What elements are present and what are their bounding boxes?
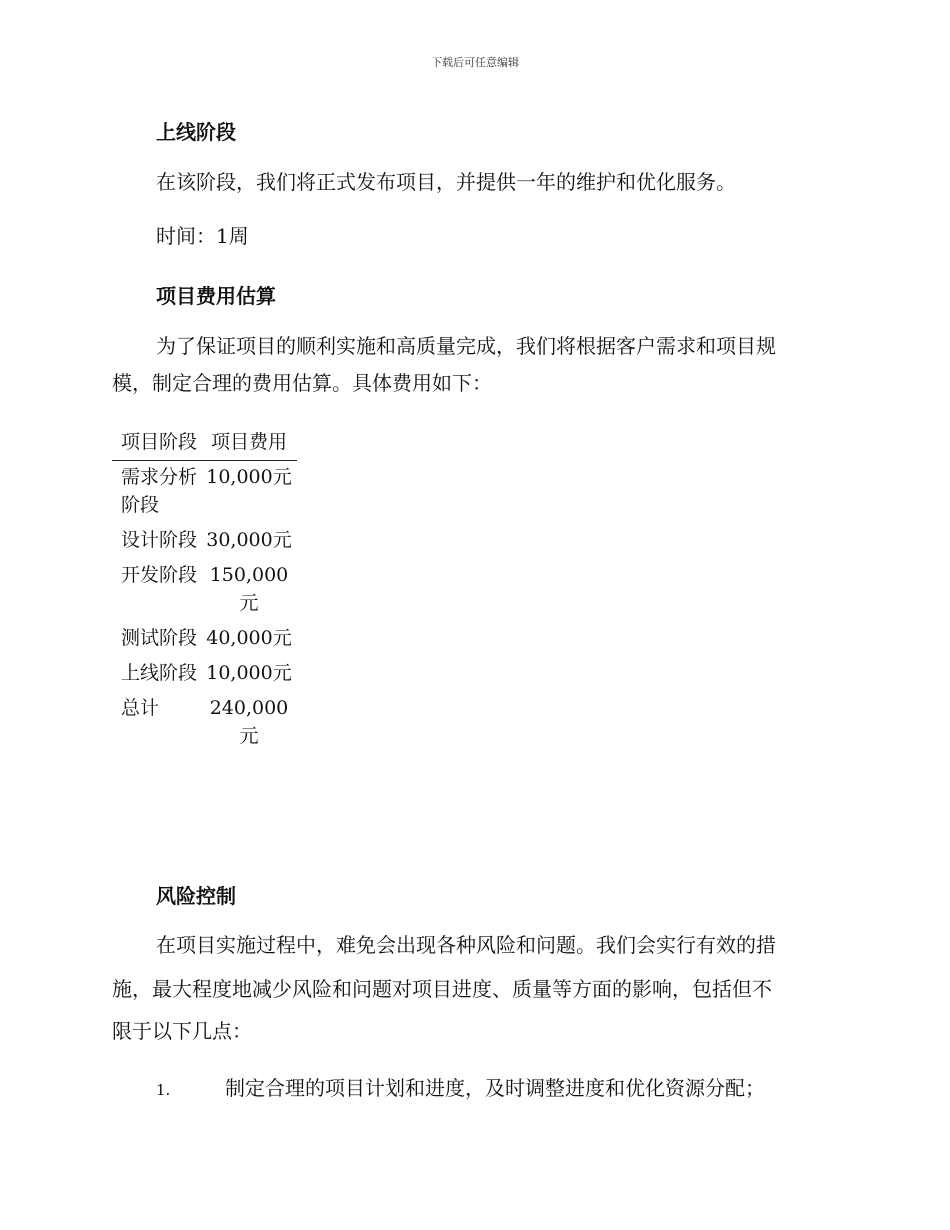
cell-phase: 需求分析阶段 xyxy=(121,466,198,516)
cost-table-header-row xyxy=(112,428,297,461)
cost-table xyxy=(112,428,297,755)
header-phase: 项目阶段 xyxy=(121,431,198,453)
cell-phase: 总计 xyxy=(121,697,160,719)
header-cost: 项目费用 xyxy=(210,431,287,453)
cell-cost: 30,000元 xyxy=(206,529,292,551)
cell-cost: 150,000元 xyxy=(209,564,289,614)
table-row xyxy=(112,657,297,692)
table-row xyxy=(112,622,297,657)
table-row xyxy=(112,524,297,559)
cost-intro-line2: 模，制定合理的费用估算。具体费用如下： xyxy=(112,371,492,395)
launch-heading: 上线阶段 xyxy=(156,120,236,144)
risk-line3: 限于以下几点： xyxy=(112,1019,252,1043)
risk-line2: 施，最大程度地减少风险和问题对项目进度、质量等方面的影响，包括但不 xyxy=(112,977,772,1001)
cell-cost: 40,000元 xyxy=(206,627,292,649)
cell-phase: 设计阶段 xyxy=(121,529,198,551)
risk-heading: 风险控制 xyxy=(156,884,236,908)
table-row xyxy=(112,461,297,525)
list-number: 1. xyxy=(156,1081,171,1099)
table-row xyxy=(112,692,297,755)
cell-phase: 测试阶段 xyxy=(121,627,198,649)
cell-phase: 上线阶段 xyxy=(121,662,198,684)
cost-heading: 项目费用估算 xyxy=(156,284,276,308)
launch-body: 在该阶段，我们将正式发布项目，并提供一年的维护和优化服务。 xyxy=(156,170,736,194)
list-text: 制定合理的项目计划和进度，及时调整进度和优化资源分配； xyxy=(225,1076,765,1100)
cost-intro-line1: 为了保证项目的顺利实施和高质量完成，我们将根据客户需求和项目规 xyxy=(156,334,776,358)
table-row xyxy=(112,559,297,622)
header-note: 下载后可任意编辑 xyxy=(431,56,519,69)
cell-cost: 10,000元 xyxy=(206,662,292,684)
cell-phase: 开发阶段 xyxy=(121,564,198,586)
risk-line1: 在项目实施过程中，难免会出现各种风险和问题。我们会实行有效的措 xyxy=(156,933,776,957)
cell-cost: 10,000元 xyxy=(206,466,292,488)
cell-cost: 240,000元 xyxy=(209,697,289,747)
launch-time: 时间：1周 xyxy=(156,224,249,248)
